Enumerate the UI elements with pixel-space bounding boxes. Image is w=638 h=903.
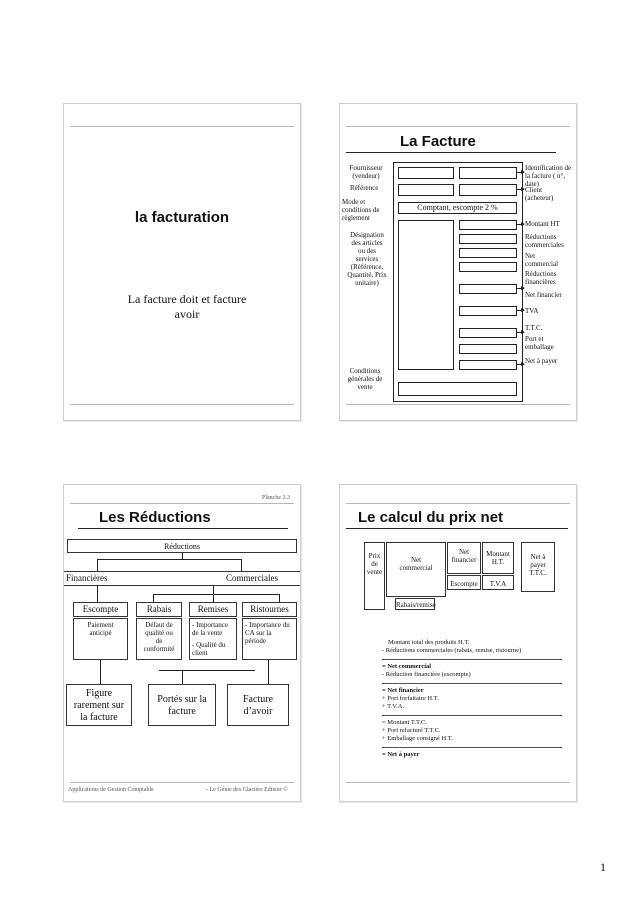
label-commerciales: Commerciales [226,573,278,583]
bottom-rule [346,404,570,405]
node-escompte: Escompte [73,602,128,617]
box-net-commercial [459,248,517,258]
calc-line-2: - Réductions commerciales (rabais, remise, ristourne) [382,647,522,654]
arrow-identification [516,172,524,173]
connector-portes-bracket [159,670,255,671]
calc-line-6: + Port forfaitaire H.T. [382,695,439,702]
title-underline [78,528,288,529]
calc-line-8: = Montant T.T.C. [382,719,428,726]
calc-steps [382,639,562,759]
calc-line-9: + Port refacturé T.T.C. [382,727,441,734]
bar-escompte: Escompte [447,575,481,590]
box-reductions-com [459,234,517,244]
node-figure-rarement: Figure rarement sur la facture [66,684,132,726]
planche-label: Planche 2.3 [262,495,290,501]
bar-rabais-remise: Rabais/remise [395,598,435,610]
box-identification [459,167,517,179]
box-port [459,344,517,354]
label-reductions-com: Réductions commerciales [525,233,564,249]
connector-rabais [153,594,154,602]
connector-facture-avoir [268,660,269,684]
connector-fin [97,559,98,571]
connector-horizontal-top [97,559,241,560]
calc-rule-1 [382,659,562,660]
title-underline [346,528,568,529]
bottom-rule [346,782,570,783]
label-mode-reglement: Mode et conditions de règlement [342,198,380,222]
arrow-net-financier [516,288,524,289]
node-reductions: Réductions [67,539,297,553]
label-financieres: Financières [66,573,108,583]
label-reference: Référence [350,184,379,192]
bar-net-commercial: Net commercial [386,542,446,597]
label-ttc: T.T.C. [525,324,543,332]
slide-title: Les Réductions [99,509,211,526]
slide-title: la facturation [134,209,230,226]
connector-figure [100,660,101,684]
desc-escompte: Paiement anticipé [73,618,128,660]
slide-calcul-prix-net [339,484,577,802]
calc-rule-2 [382,683,562,684]
box-net-financier [459,284,517,294]
node-rabais: Rabais [136,602,182,617]
slide-title: La Facture [400,133,476,150]
label-net-payer: Net à payer [525,357,558,365]
box-reference [398,184,454,196]
footer-left: Applications de Gestion Comptable [68,787,154,793]
calc-line-4: - Réduction financière (escompte) [382,671,471,678]
box-ttc [459,328,517,338]
box-comptant: Comptant, escompte 2 % [398,202,517,214]
box-fournisseur [398,167,454,179]
label-identification: Identification de la facture ( n°, date) [525,164,572,188]
label-conditions-vente: Conditions générales de vente [347,367,383,391]
calc-line-11: = Net à payer [382,751,420,758]
label-montant-ht: Montant HT [525,220,560,228]
label-net-commercial: Net commercial [525,252,559,268]
arrow-net-payer [516,364,524,365]
arrow-montant-ht [516,224,524,225]
page-number: 1 [600,860,606,874]
node-portes-facture: Portés sur la facture [148,684,216,726]
box-designation [398,220,454,370]
node-remises: Remises [189,602,237,617]
label-port: Port et emballage [525,335,554,351]
label-client: Client (acheteur) [525,186,554,202]
calc-line-1: Montant total des produits H.T. [388,639,470,646]
label-designation: Désignation des articles ou des services (Référence, Quantité, Prix unitaire) [347,231,387,287]
box-montant-ht [459,220,517,230]
desc-rabais: Défaut de qualité ou de conformité [136,618,182,660]
calc-rule-4 [382,747,562,748]
top-rule [70,503,294,504]
connector-com [241,559,242,571]
label-fournisseur: Fournisseur (vendeur) [349,164,383,180]
connector-escompte [97,586,98,602]
subtitle-line1: La facture doit et facture [127,292,247,306]
footer-right: - Le Génie des Glaciers Editeur © [206,787,288,793]
calc-rule-3 [382,715,562,716]
desc-ristournes: - Importance du CA sur la période [242,618,297,660]
box-net-payer [459,360,517,370]
box-reductions-fin [459,262,517,272]
node-facture-avoir: Facture d’avoir [227,684,289,726]
arrow-client [516,189,524,190]
calc-line-10: + Emballage consigné H.T. [382,735,453,742]
bar-prix-vente: Prix de vente [364,542,385,610]
slide-la-facture [339,103,577,421]
arrow-tva [516,310,524,311]
top-rule [346,503,570,504]
top-rule [70,126,294,127]
top-rule [346,126,570,127]
label-net-financier: Net financier [525,291,562,299]
box-conditions [398,382,517,396]
bar-net-financier: Net financier [447,542,481,574]
calc-line-5: = Net financier [382,687,424,694]
box-client [459,184,517,196]
connector-horizontal-com [153,594,279,595]
slide-la-facturation [63,103,301,421]
connector-ristournes [279,594,280,602]
bottom-rule [70,404,294,405]
desc-remises: - Importance de la vente - Qualité du client [189,618,237,660]
bar-montant-ht: Montant H.T. [482,542,514,574]
node-ristournes: Ristournes [242,602,297,617]
box-tva [459,306,517,316]
calc-line-7: + T.V.A. [382,703,405,710]
bar-tva: T.V.A [482,575,514,590]
slide-title: Le calcul du prix net [358,509,504,526]
label-reductions-fin: Réductions financières [525,270,557,286]
calc-line-3: = Net commercial [382,663,432,670]
label-tva: TVA [525,307,539,315]
title-underline [346,152,556,153]
slide-les-reductions [63,484,301,802]
subtitle-line2: avoir [174,307,200,321]
bar-net-payer: Net à payer T.T.C. [521,542,555,592]
connector-portes [182,670,183,684]
bottom-rule [70,782,294,783]
connector-remises [213,586,214,602]
arrow-ttc [516,332,524,333]
